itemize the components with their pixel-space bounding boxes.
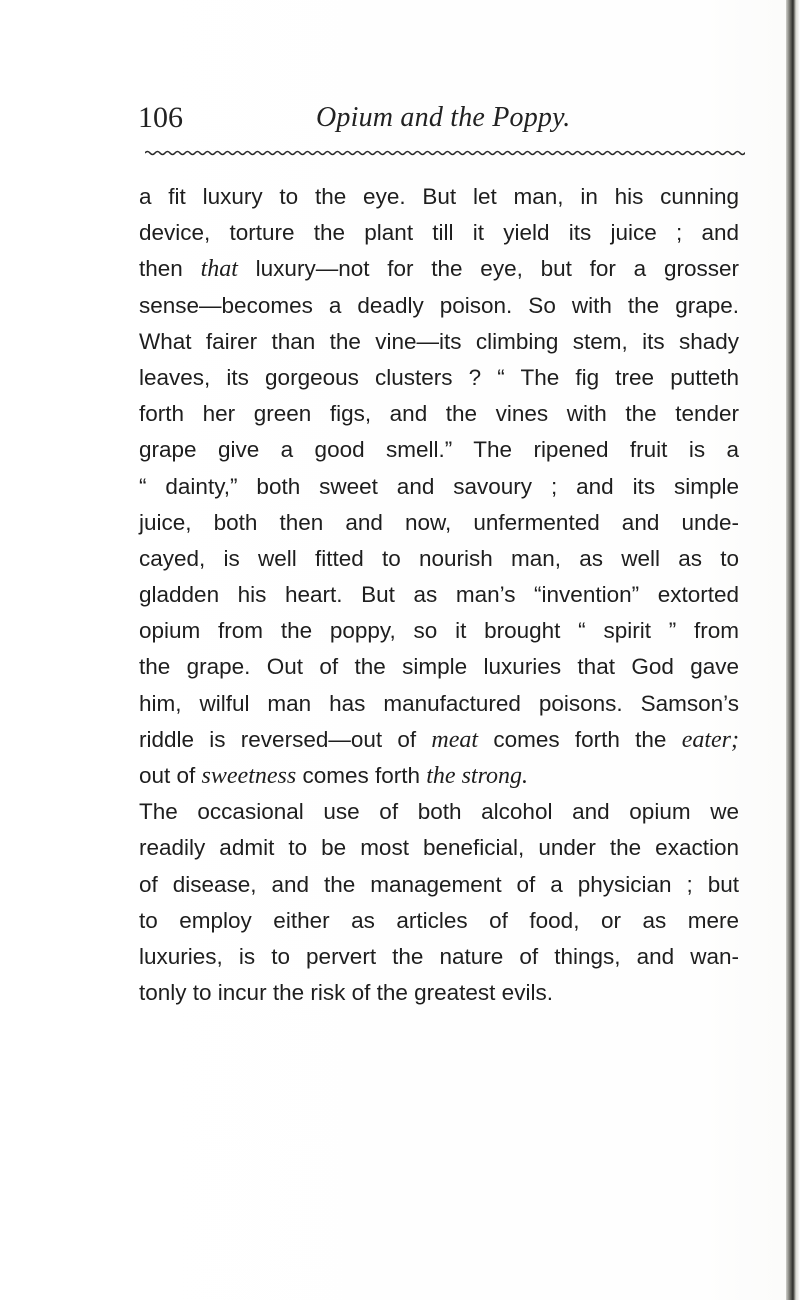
text-run: opium from the poppy, so it brought “ spirit ” from (139, 618, 739, 644)
text-line (139, 975, 739, 1011)
text-line (139, 396, 739, 432)
running-title: Opium and the Poppy. (316, 102, 571, 133)
text-run: gladden his heart. But as man’s “invention” extorted (139, 582, 739, 608)
text-line (139, 577, 739, 613)
book-spine-edge (786, 0, 800, 1300)
text-run: riddle is reversed—out of (139, 726, 432, 752)
text-run: juice, both then and now, unfermented and unde- (139, 509, 739, 535)
text-line (139, 215, 739, 251)
text-run: The occasional use of both alcohol and opium we (139, 799, 739, 825)
text-run: luxury—not for the eye, but for a grosser (237, 256, 739, 282)
ornamental-wavy-rule (145, 147, 745, 159)
italic-word: that (200, 256, 238, 283)
text-line (139, 505, 739, 541)
text-line (139, 939, 739, 975)
text-run: cayed, is well fitted to nourish man, as well as to (139, 545, 739, 571)
text-line (139, 613, 739, 649)
text-line (139, 324, 739, 360)
text-run: then (139, 256, 201, 282)
italic-word: sweetness (201, 763, 297, 789)
text-run: out of (139, 763, 202, 788)
text-run: the grape. Out of the simple luxuries that God gave (139, 654, 739, 680)
text-run: sense—becomes a deadly poison. So with the grape. (139, 292, 739, 318)
text-line (139, 649, 739, 685)
text-run: leaves, its gorgeous clusters ? “ The fig tree putteth (139, 364, 739, 390)
text-run: readily admit to be most beneficial, under the exaction (139, 835, 739, 861)
italic-word: the strong. (426, 763, 529, 789)
text-line (139, 179, 739, 215)
text-run: to employ either as articles of food, or as mere (139, 907, 739, 933)
text-line (139, 758, 739, 794)
text-line (139, 722, 739, 758)
text-run: grape give a good smell.” The ripened fruit is a (139, 437, 739, 463)
text-line (139, 251, 739, 287)
text-run: of disease, and the management of a physician ; but (139, 871, 739, 897)
body-text (139, 179, 739, 1011)
italic-word: eater; (681, 726, 739, 753)
text-run: luxuries, is to pervert the nature of things, and wan- (139, 943, 739, 969)
text-run: What fairer than the vine—its climbing stem, its shady (139, 328, 739, 354)
text-run: comes forth the (478, 726, 682, 752)
running-head (138, 98, 758, 138)
text-line (139, 903, 739, 939)
text-line (139, 432, 739, 468)
text-run: a fit luxury to the eye. But let man, in his cunning (139, 184, 739, 209)
text-run: comes forth (296, 763, 427, 788)
text-line (139, 830, 739, 866)
text-line (139, 360, 739, 396)
text-line (139, 794, 739, 830)
text-line (139, 469, 739, 505)
text-run: him, wilful man has manufactured poisons. Samson’s (139, 690, 739, 716)
text-run: “ dainty,” both sweet and savoury ; and its simple (139, 473, 739, 499)
text-run: tonly to incur the risk of the greatest evils. (139, 980, 553, 1006)
page-number: 106 (138, 101, 183, 134)
text-run: device, torture the plant till it yield its juice ; and (139, 220, 739, 246)
text-line (139, 867, 739, 903)
text-line (139, 541, 739, 577)
text-line (139, 686, 739, 722)
text-run: forth her green figs, and the vines with the tender (139, 401, 739, 427)
text-line (139, 288, 739, 324)
italic-word: meat (431, 726, 479, 753)
